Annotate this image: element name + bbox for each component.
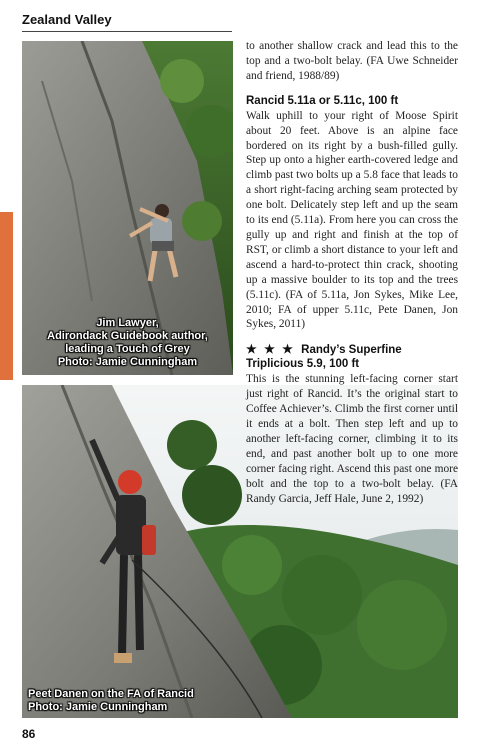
route-description-rancid: Walk uphill to your right of Moose Spirit about 20 feet. Above is an alpine face bordered on its right by a bush-filled gully. Step up onto a higher earth-covered ledge and climb past two bolts up a 5.8 face that leads to a short right-facing arching seam protected by one bolt. Delicately step left and up the seam to its end (5.11a). From here you can cross the gully up and right and finish at the top of RST, or climb a short distance to your left and ascend a hard-to-protect thin crack, shooting up a massive boulder to its top and the trees (5.11c). (FA of 5.11a, Jon Sykes, Mike Lee, 2010; FA of upper 5.11c, Pete Danen, Jon Sykes, 2011)	[246, 109, 458, 331]
caption-line: Peet Danen on the FA of Rancid	[28, 688, 194, 700]
route-title-text: Rancid 5.11a or 5.11c, 100 ft	[246, 94, 399, 107]
caption-line: Adirondack Guidebook author,	[47, 330, 208, 342]
route-title-triplicious	[246, 342, 458, 371]
route-descriptions-column	[246, 39, 458, 506]
photo-caption-bottom	[28, 688, 248, 714]
intro-paragraph: to another shallow crack and lead this to the top and a two-bolt belay. (FA Uwe Schneider and friend, 1988/89)	[246, 40, 458, 82]
page-number: 86	[22, 727, 36, 741]
route-description-triplicious: This is the stunning left-facing corner start just right of Rancid. It’s the original start to Coffee Achiever’s. Climb the first corner until it ends at a bolt. Then step left and up to another left-facing corner, climbing it to its end, and past another bolt up to one more corner facing right. Ascend this past one more bolt and the top to a two-bolt belay. (FA Randy Garcia, Jeff Hale, June 2, 1992)	[246, 373, 458, 505]
photo-caption-top	[22, 317, 233, 369]
caption-line: Photo: Jamie Cunningham	[57, 356, 198, 368]
route-title-text: Randy’s Superfine Triplicious 5.9, 100 ft	[246, 344, 402, 371]
chapter-tab	[0, 212, 13, 380]
route-title-rancid	[246, 94, 458, 108]
header-rule	[22, 31, 232, 32]
caption-line: Jim Lawyer,	[96, 317, 159, 329]
caption-line: leading a Touch of Grey	[65, 343, 190, 355]
caption-line: Photo: Jamie Cunningham	[28, 701, 168, 713]
section-header: Zealand Valley	[22, 12, 112, 27]
star-rating-icon: ★ ★ ★	[246, 342, 295, 357]
